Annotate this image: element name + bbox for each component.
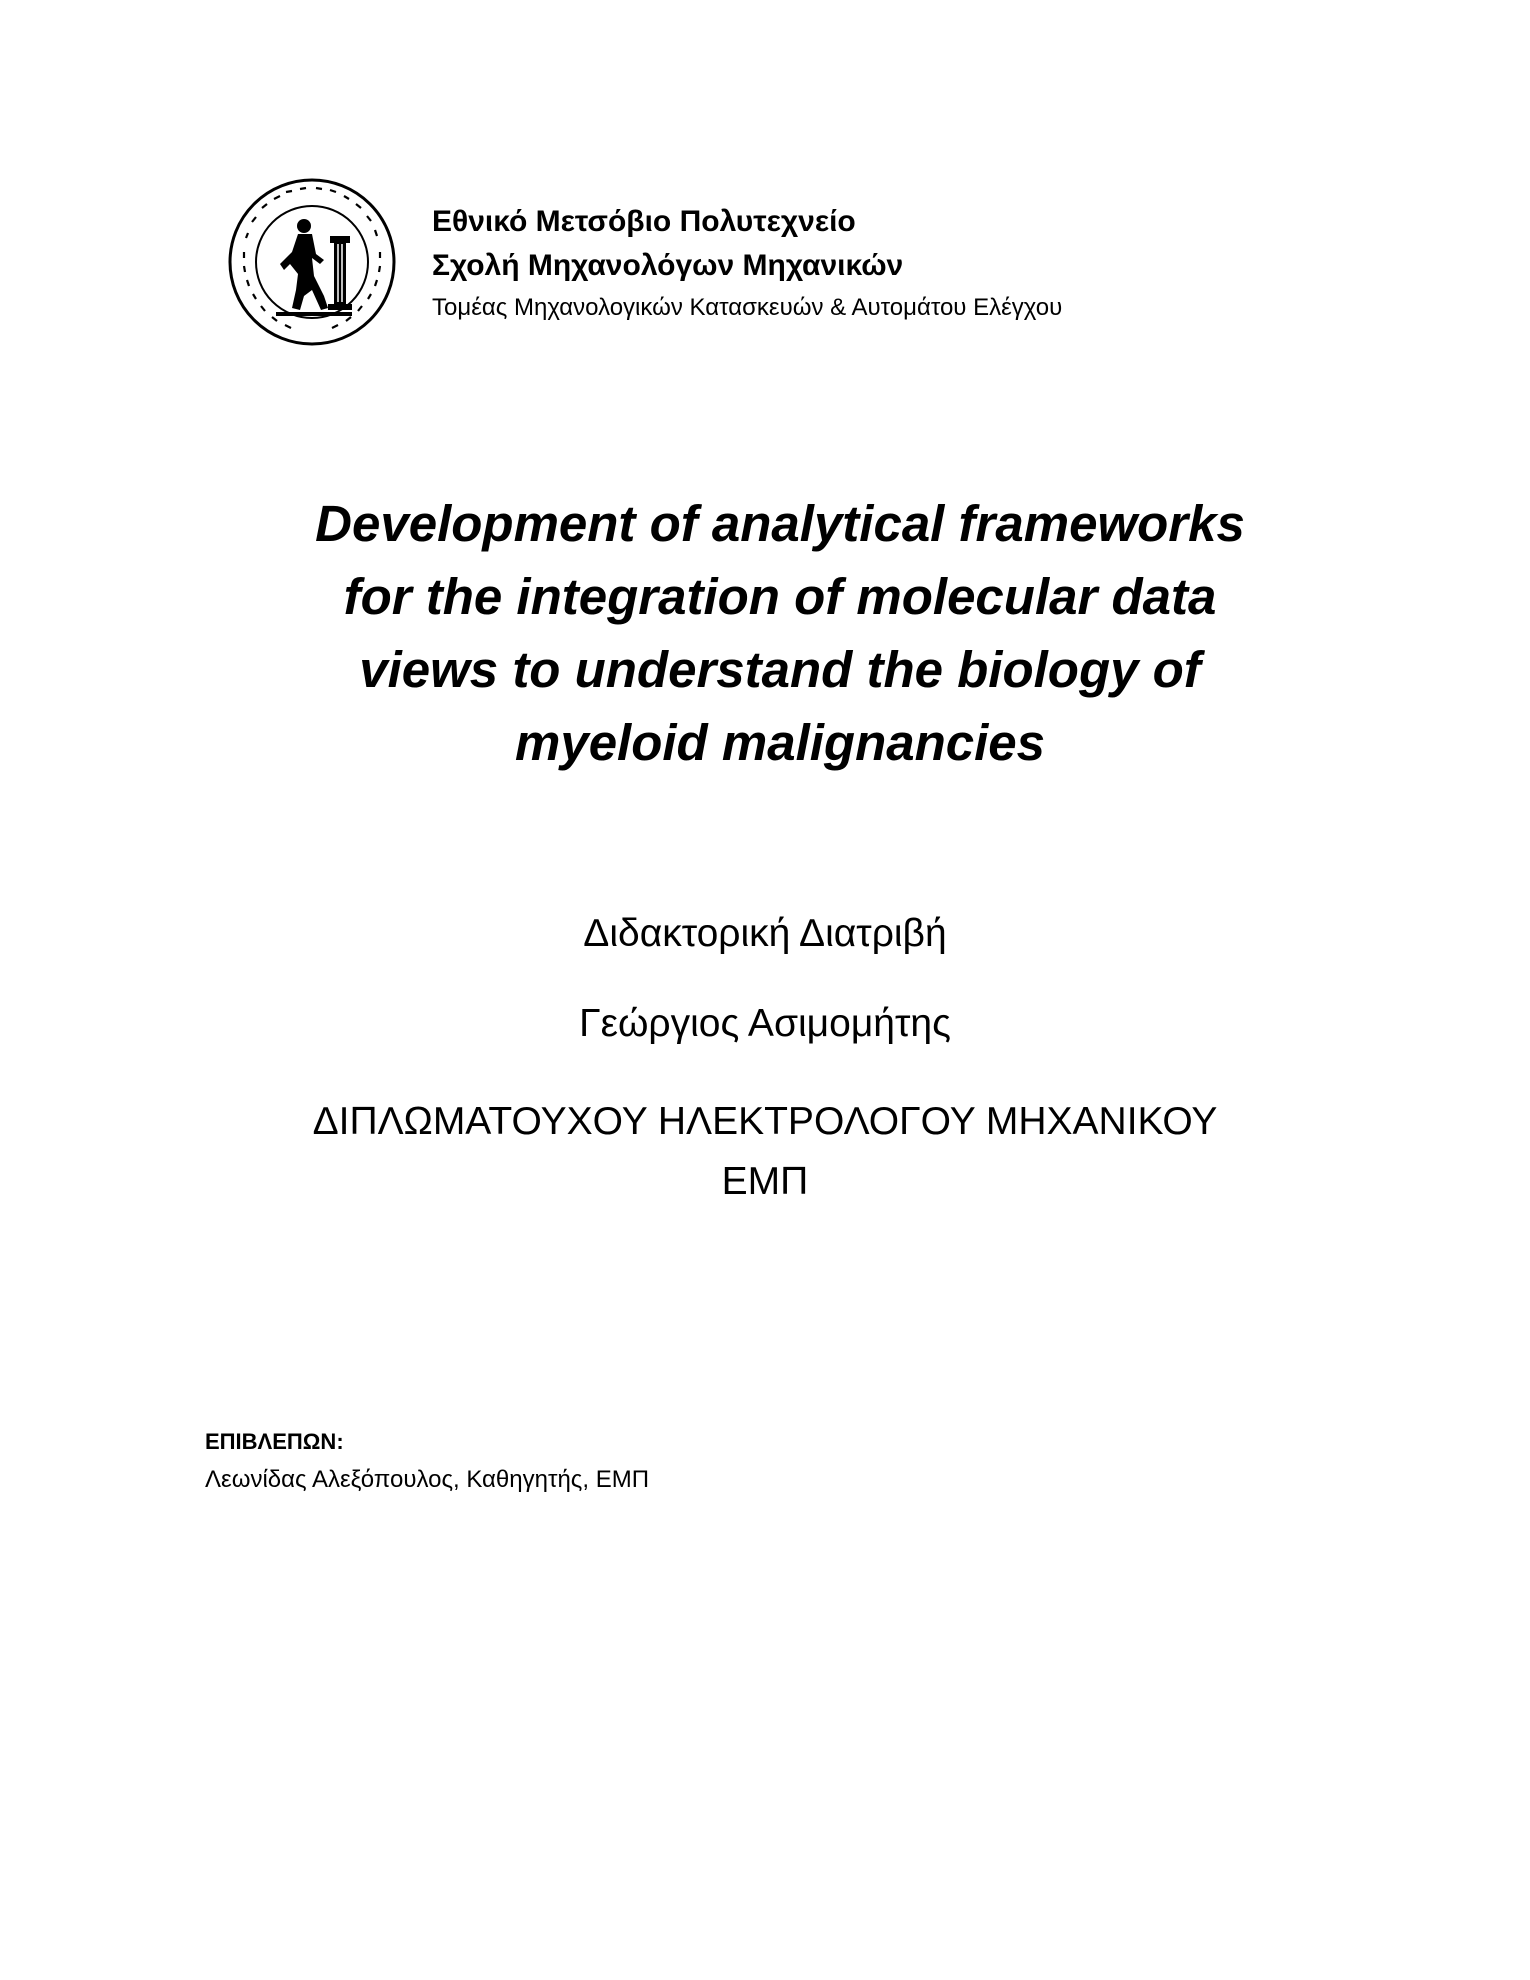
university-seal-icon — [228, 178, 396, 346]
thesis-title-line: Development of analytical frameworks — [315, 495, 1245, 552]
institution-header — [432, 200, 1062, 328]
institution-name: Εθνικό Μετσόβιο Πολυτεχνείο — [432, 205, 856, 238]
thesis-title — [230, 487, 1330, 779]
author-degree — [0, 1092, 1530, 1212]
supervisor-name: Λεωνίδας Αλεξόπουλος, Καθηγητής, ΕΜΠ — [205, 1466, 650, 1493]
author-degree-line: ΕΜΠ — [721, 1160, 809, 1203]
author-degree-line: ΔΙΠΛΩΜΑΤΟΥΧΟΥ ΗΛΕΚΤΡΟΛΟΓΟΥ ΜΗΧΑΝΙΚΟΥ — [312, 1100, 1218, 1143]
supervisor-heading: ΕΠΙΒΛΕΠΩΝ: — [205, 1429, 344, 1454]
supervisor-block — [205, 1424, 649, 1500]
document-type: Διδακτορική Διατριβή — [583, 912, 947, 955]
school-name: Σχολή Μηχανολόγων Μηχανικών — [432, 249, 904, 282]
thesis-title-line: views to understand the biology of — [359, 641, 1201, 698]
thesis-title-line: for the integration of molecular data — [343, 568, 1217, 625]
thesis-title-line: myeloid malignancies — [514, 714, 1046, 771]
author-name: Γεώργιος Ασιμομήτης — [579, 1002, 951, 1045]
department-name: Τομέας Μηχανολογικών Κατασκευών & Αυτομάτου Ελέγχου — [432, 294, 1063, 321]
